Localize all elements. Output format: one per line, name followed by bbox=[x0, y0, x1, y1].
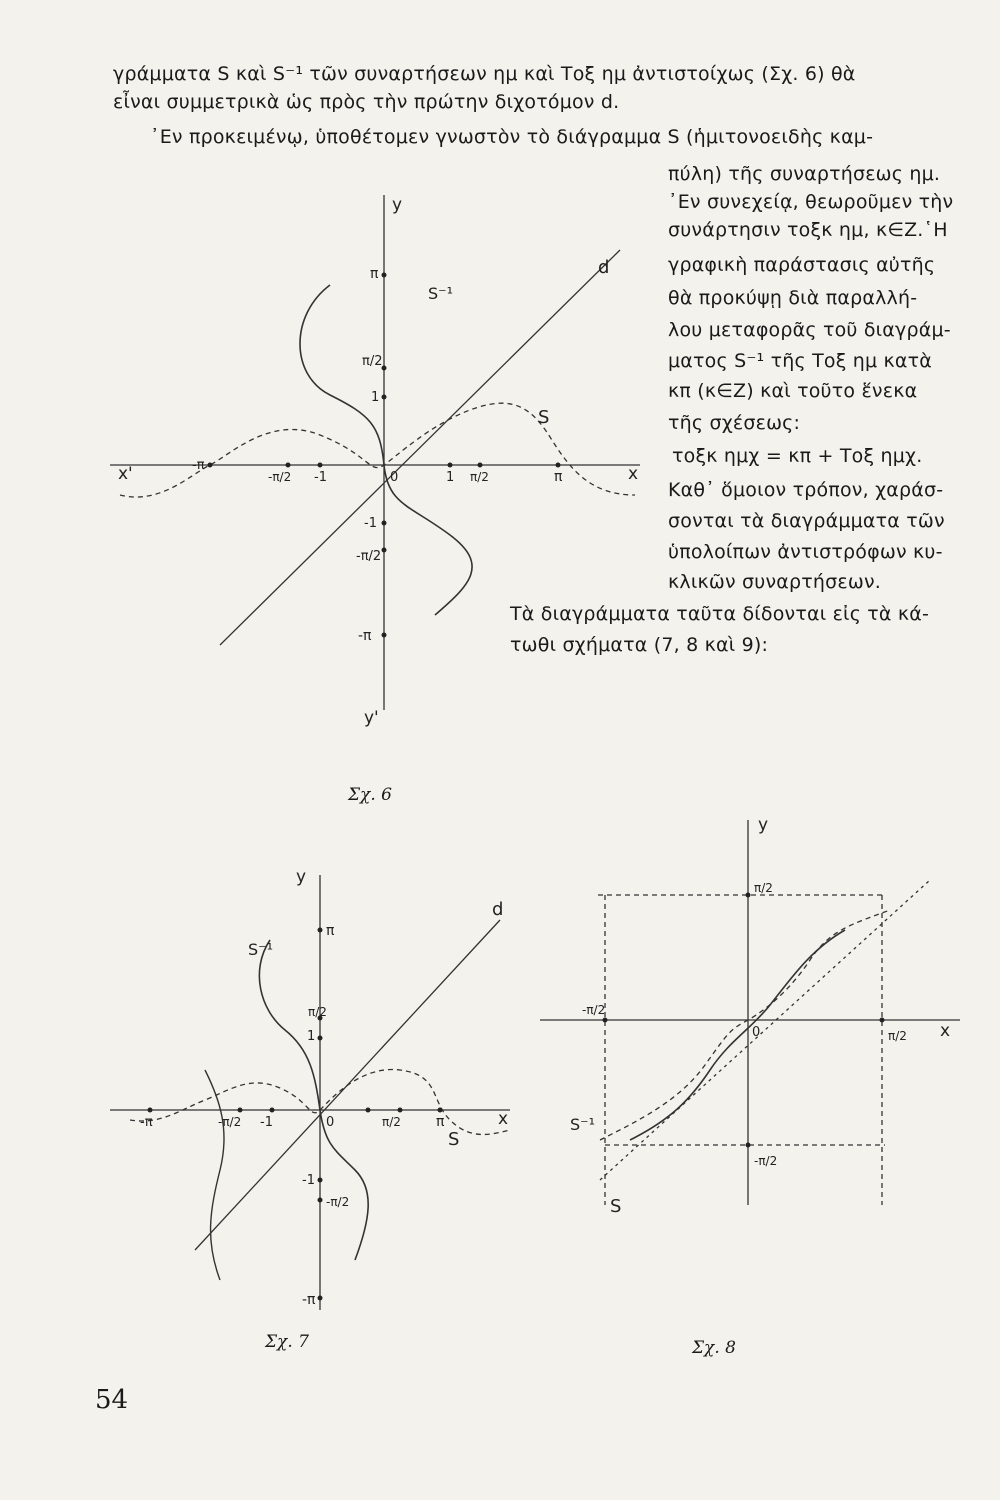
text-line-11: κπ (κ∈Ζ) καὶ τοῦτο ἕνεκα bbox=[668, 380, 918, 402]
text-line-14: Καθ᾿ ὅμοιον τρόπον, χαράσ- bbox=[668, 479, 944, 501]
fig6-tick-neg-pi-y: -π bbox=[358, 628, 372, 644]
text-line-15: σονται τὰ διαγράμματα τῶν bbox=[668, 510, 945, 532]
fig8-label-s: S bbox=[610, 1196, 622, 1217]
text-line-2: εἶναι συμμετρικὰ ὡς πρὸς τὴν πρώτην διχοτόμον d. bbox=[113, 91, 620, 113]
text-line-6: συνάρτησιν τοξκ ημ, κ∈Ζ.῾Η bbox=[668, 219, 948, 241]
fig6-tick-one-y: 1 bbox=[371, 390, 380, 405]
fig6-label-d: d bbox=[598, 257, 610, 278]
text-line-8: θὰ προκύψῃ διὰ παραλλή- bbox=[668, 287, 918, 309]
fig7-tick-pi-half-x: π/2 bbox=[382, 1115, 401, 1129]
fig8-tick-pi-half-x: π/2 bbox=[888, 1029, 907, 1043]
fig6-tick-pi-x: π bbox=[554, 469, 563, 485]
fig6-tick-neg-pi-half-x: -π/2 bbox=[268, 470, 292, 484]
fig6-line-d bbox=[220, 250, 620, 645]
text-line-5: ᾿Εν συνεχείᾳ, θεωροῦμεν τὴν bbox=[668, 191, 954, 213]
fig8-tick-zero: 0 bbox=[752, 1025, 761, 1040]
fig6-tick-neg-one-x: -1 bbox=[314, 470, 327, 485]
figure-7 bbox=[100, 860, 540, 1330]
fig6-tick-pi-half-x: π/2 bbox=[470, 470, 489, 484]
text-line-16: ὑπολοίπων ἀντιστρόφων κυ- bbox=[668, 541, 943, 563]
figure-7-caption: Σχ. 7 bbox=[265, 1332, 309, 1352]
figure-8-graph bbox=[530, 810, 970, 1230]
fig7-tick-neg-one-x: -1 bbox=[260, 1115, 273, 1130]
fig6-label-s-inverse: S⁻¹ bbox=[428, 284, 454, 303]
fig6-label-x-neg: x' bbox=[118, 464, 133, 484]
text-line-3: ᾿Εν προκειμένῳ, ὑποθέτομεν γνωστὸν τὸ διάγραμμα S (ἡμιτονοειδὴς καμ- bbox=[150, 126, 874, 148]
fig7-tick-neg-pi-half-y: -π/2 bbox=[326, 1195, 350, 1209]
text-line-1: γράμματα S καὶ S⁻¹ τῶν συναρτήσεων ημ καὶ Τοξ ημ ἀντιστοίχως (Σχ. 6) θὰ bbox=[113, 63, 856, 85]
text-line-13: τοξκ ημχ = κπ + Τοξ ημχ. bbox=[672, 445, 923, 467]
fig8-tick-pi-half-y: π/2 bbox=[754, 881, 773, 895]
fig8-tick-neg-pi-half-y: -π/2 bbox=[754, 1154, 778, 1168]
fig8-label-x: x bbox=[940, 1021, 951, 1041]
fig6-label-x: x bbox=[628, 464, 639, 484]
fig6-tick-zero: 0 bbox=[390, 470, 399, 485]
fig8-label-y: y bbox=[758, 815, 769, 835]
text-line-18: Τὰ διαγράμματα ταῦτα δίδονται εἰς τὰ κά- bbox=[510, 603, 930, 625]
fig7-label-x: x bbox=[498, 1109, 509, 1129]
fig6-tick-pi-y: π bbox=[370, 266, 379, 282]
fig8-tick-neg-pi-half-x: -π/2 bbox=[582, 1003, 606, 1017]
figure-8 bbox=[530, 810, 970, 1230]
fig6-curve-s-inverse bbox=[300, 285, 472, 615]
fig8-label-s-inverse: S⁻¹ bbox=[570, 1115, 596, 1134]
text-line-7: γραφικὴ παράστασις αὐτῆς bbox=[668, 254, 936, 276]
fig6-label-y-neg: y' bbox=[364, 708, 379, 728]
fig7-tick-pi-y: π bbox=[326, 923, 335, 939]
fig7-tick-neg-pi-y: -π bbox=[302, 1292, 316, 1308]
text-line-4: πύλη) τῆς συναρτήσεως ημ. bbox=[668, 163, 941, 185]
fig7-tick-pi-x: π bbox=[436, 1114, 445, 1130]
figure-7-graph bbox=[100, 860, 540, 1330]
fig7-label-s: S bbox=[448, 1129, 460, 1150]
fig7-tick-zero: 0 bbox=[326, 1115, 335, 1130]
fig6-tick-neg-pi-x: -π bbox=[192, 458, 205, 473]
fig7-tick-neg-pi-x: -π bbox=[140, 1115, 153, 1130]
fig7-label-d: d bbox=[492, 899, 504, 920]
fig7-label-y: y bbox=[296, 867, 307, 887]
figure-6-caption: Σχ. 6 bbox=[348, 785, 392, 805]
fig6-tick-one-x: 1 bbox=[446, 470, 455, 485]
fig8-curve-s-inverse bbox=[630, 930, 845, 1140]
fig7-tick-neg-pi-half-x: -π/2 bbox=[218, 1115, 242, 1129]
page-number: 54 bbox=[95, 1385, 129, 1415]
figure-8-caption: Σχ. 8 bbox=[692, 1338, 736, 1358]
fig8-line-d bbox=[600, 880, 930, 1180]
fig7-curve-s-inverse-shifted bbox=[205, 1070, 224, 1280]
fig7-curve-s-inverse bbox=[259, 940, 368, 1260]
fig6-label-y: y bbox=[392, 195, 403, 215]
fig7-label-s-inverse: S⁻¹ bbox=[248, 940, 274, 959]
text-line-17: κλικῶν συναρτήσεων. bbox=[668, 571, 882, 593]
fig7-tick-one-y: 1 bbox=[307, 1029, 316, 1044]
fig6-tick-neg-pi-half-y: -π/2 bbox=[356, 549, 382, 564]
fig8-curve-s bbox=[600, 910, 890, 1140]
fig7-tick-neg-one-y: -1 bbox=[302, 1173, 315, 1188]
fig6-label-s: S bbox=[538, 407, 550, 428]
text-line-19: τωθι σχήματα (7, 8 καὶ 9): bbox=[510, 634, 769, 656]
text-line-9: λου μεταφορᾶς τοῦ διαγράμ- bbox=[668, 319, 951, 341]
figure-6 bbox=[80, 175, 660, 735]
fig6-tick-neg-one-y: -1 bbox=[364, 516, 377, 531]
figure-6-graph bbox=[80, 175, 660, 735]
text-line-12: τῆς σχέσεως: bbox=[668, 412, 801, 434]
text-line-10: ματος S⁻¹ τῆς Τοξ ημ κατὰ bbox=[668, 350, 933, 372]
fig7-tick-pi-half-y: π/2 bbox=[308, 1005, 327, 1019]
fig6-tick-pi-half-y: π/2 bbox=[362, 354, 383, 369]
